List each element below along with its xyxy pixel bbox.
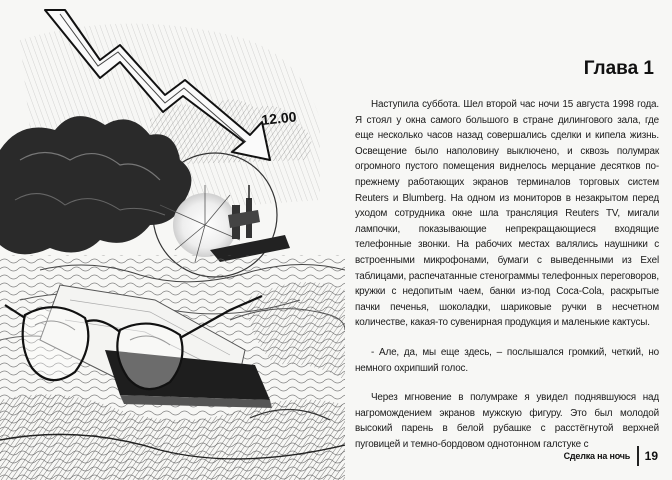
paragraph: Через мгновение в полумраке я увидел поднявшуюся над нагромождением экранов мужскую фигуру. Это был молодой высокий парень в белой рубашке с расстёгнутой верхней пуговицей и темно-бордовом однотонном галстуке с xyxy=(355,392,659,450)
chapter-title: Глава 1 xyxy=(583,58,654,79)
paragraph: Наступила суббота. Шел второй час ночи 15 августа 1998 года. Я стоял у окна самого большого в стране дилингового зала, где еще несколько часов назад совершались сделки и кипела жизнь. Освещение было наполовину выключено, и сквозь полумрак огромного пустого помещения виднелось мерцание десятков по-прежнему работающих экранов терминалов торговых систем Reuters и Blumberg. На одном из мониторов в незакрытом перед уходом сотрудника окне шла трансляция Reuters TV, мигали лампочки, показывающие непрекращающиеся входящие телефонные звонки. На рабочих местах валялись наушники с встроенными микрофонами, бумаги с выведенными из Exel таблицами, распечатанные стенограммы телефонных переговоров, кружки с недопитым чаем, банки из-под Coca-Cola, раскрытые пачки печенья, шоколадки, шариковые ручки в несчетном количестве, какая-то сувенирная продукция и маленькие кактусы. xyxy=(355,99,659,329)
footer-divider xyxy=(637,446,639,466)
price-label: 12.00 xyxy=(260,108,298,128)
chapter-text xyxy=(355,97,659,466)
running-title: Сделка на ночь xyxy=(563,451,631,461)
page-footer xyxy=(564,446,658,466)
page-number: 19 xyxy=(644,449,658,463)
paragraph: - Але, да, мы еще здесь, – послышался громкий, четкий, но немного охрипший голос. xyxy=(355,346,659,374)
